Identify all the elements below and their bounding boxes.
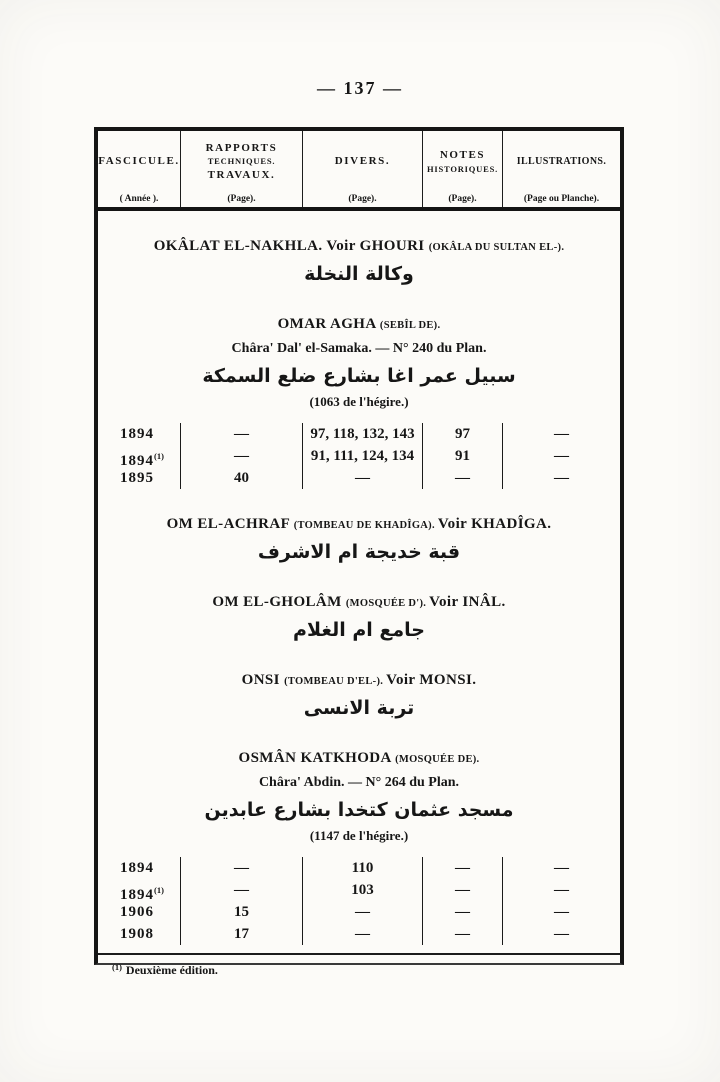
value-column-3	[422, 857, 502, 945]
table-body	[98, 235, 620, 945]
entry-address: Châra' Dal' el-Samaka. — N° 240 du Plan.	[231, 341, 487, 356]
year-column	[98, 857, 180, 945]
column-header-divers	[302, 131, 422, 207]
column-header-illustrations	[502, 131, 620, 207]
year-cell: 1908	[120, 926, 154, 942]
column-header-rapports-techniques-travaux	[180, 131, 302, 207]
value-cell: —	[355, 904, 370, 920]
value-cell: 17	[234, 926, 249, 942]
value-cell: —	[355, 926, 370, 942]
value-cell: 97	[455, 426, 470, 442]
header-title-lines	[98, 154, 180, 169]
year-cell: 1894	[120, 860, 154, 876]
value-cell: —	[234, 860, 249, 876]
entry-om-el-achraf	[98, 513, 620, 567]
entry-onsi	[98, 669, 620, 723]
footnote	[98, 955, 620, 978]
year-cell: 1894$^{(1)}$	[120, 451, 164, 469]
heading-segment: OM EL-ACHRAF	[166, 516, 294, 532]
entry-arabic-name: تربة الانسى	[303, 697, 415, 719]
header-title-lines	[335, 154, 391, 169]
header-subtitle: ( Année ).	[119, 194, 159, 204]
page-number: — 137 —	[317, 78, 403, 98]
header-line: NOTES	[439, 149, 486, 162]
year-cell: 1894$^{(1)}$	[120, 885, 164, 903]
entry-heading	[98, 591, 620, 615]
header-subtitle: (Page).	[448, 194, 477, 204]
value-cell: —	[554, 882, 569, 898]
header-line: HISTORIQUES.	[426, 163, 499, 174]
value-cell: —	[455, 882, 470, 898]
entry-heading	[98, 235, 620, 259]
heading-segment: (MOSQUÉE D').	[345, 598, 430, 609]
year-cell: 1895	[120, 470, 154, 486]
value-cell: —	[234, 448, 249, 464]
value-cell: —	[234, 426, 249, 442]
entry-heading	[98, 747, 620, 771]
heading-segment: OSMÂN KATKHODA	[238, 750, 396, 766]
value-cell: 91	[455, 448, 470, 464]
entry-hegira-date: (1147 de l'hégire.)	[309, 828, 409, 843]
index-table-frame	[94, 127, 624, 977]
header-line: DIVERS.	[334, 155, 391, 168]
value-column-4	[502, 423, 620, 489]
heading-segment: ONSI	[241, 672, 285, 688]
edition-superscript: (1)	[154, 451, 164, 461]
value-cell: 15	[234, 904, 249, 920]
value-column-2	[302, 857, 422, 945]
heading-segment: OMAR AGHA	[277, 316, 380, 332]
value-cell: 103	[351, 882, 374, 898]
entry-arabic-name: جامع ام الغلام	[293, 619, 425, 641]
heading-segment: (MOSQUÉE DE).	[395, 754, 480, 765]
entry-arabic-name: وكالة النخلة	[304, 263, 414, 285]
header-subtitle: (Page).	[348, 194, 377, 204]
year-column	[98, 423, 180, 489]
footnote-text: Deuxième édition.	[125, 963, 218, 977]
value-cell: —	[455, 860, 470, 876]
value-column-1	[180, 857, 302, 945]
heading-segment: (TOMBEAU DE KHADÎGA).	[293, 520, 438, 531]
entry-omar-agha	[98, 313, 620, 489]
table-header-row	[98, 131, 620, 211]
entry-arabic-name: سبيل عمر اغا بشارع ضلع السمكة	[202, 365, 516, 387]
data-rows-omar-agha	[98, 423, 620, 489]
entry-heading	[98, 669, 620, 693]
value-column-2	[302, 423, 422, 489]
header-line: ILLUSTRATIONS.	[516, 156, 607, 167]
heading-segment: Voir MONSI.	[386, 672, 477, 688]
header-subtitle: (Page ou Planche).	[523, 194, 600, 204]
value-cell: 40	[234, 470, 249, 486]
heading-segment: Voir INÂL.	[429, 594, 506, 610]
heading-segment: Voir KHADÎGA.	[437, 516, 552, 532]
value-cell: 91, 111, 124, 134	[310, 448, 415, 464]
heading-segment: OKÂLAT EL-NAKHLA. Voir GHOURI	[153, 238, 429, 254]
entry-address: Châra' Abdin. — N° 264 du Plan.	[258, 775, 460, 790]
header-line: TRAVAUX.	[207, 168, 276, 181]
value-cell: 97, 118, 132, 143	[310, 426, 415, 442]
value-cell: —	[455, 904, 470, 920]
data-rows-osman-katkhoda	[98, 857, 620, 945]
heading-segment: (TOMBEAU D'EL-).	[284, 676, 387, 687]
entry-heading	[98, 313, 620, 337]
value-cell: —	[455, 926, 470, 942]
value-cell: —	[554, 426, 569, 442]
value-cell: —	[455, 470, 470, 486]
header-line: RAPPORTS	[205, 141, 278, 154]
header-line: FASCICULE.	[98, 155, 180, 168]
value-cell: —	[554, 448, 569, 464]
value-column-3	[422, 423, 502, 489]
header-title-lines	[206, 141, 278, 184]
entry-heading	[98, 513, 620, 537]
entry-osman-katkhoda	[98, 747, 620, 945]
header-subtitle: (Page).	[227, 194, 256, 204]
value-cell: —	[554, 860, 569, 876]
year-cell: 1906	[120, 904, 154, 920]
heading-segment: (OKÂLA DU SULTAN EL-).	[428, 242, 565, 253]
value-cell: —	[554, 470, 569, 486]
value-column-4	[502, 857, 620, 945]
entry-om-el-gholam	[98, 591, 620, 645]
year-cell: 1894	[120, 426, 154, 442]
value-cell: 110	[351, 860, 374, 876]
header-title-lines	[427, 148, 498, 175]
entry-hegira-date: (1063 de l'hégire.)	[309, 394, 409, 409]
footnote-marker: (1)	[112, 962, 122, 972]
entry-arabic-name: مسجد عثمان كتخدا بشارع عابدين	[204, 799, 514, 821]
header-title-lines	[517, 155, 607, 169]
header-line: TECHNIQUES.	[207, 156, 276, 167]
heading-segment: OM EL-GHOLÂM	[212, 594, 346, 610]
column-header-fascicule	[98, 131, 180, 207]
value-cell: —	[554, 904, 569, 920]
value-cell: —	[554, 926, 569, 942]
entry-okalat-el-nakhla	[98, 235, 620, 289]
value-cell: —	[355, 470, 370, 486]
heading-segment: (SEBÎL DE).	[379, 320, 441, 331]
entry-arabic-name: قبة خديجة ام الاشرف	[257, 541, 461, 563]
edition-superscript: (1)	[154, 885, 164, 895]
column-header-notes-historiques	[422, 131, 502, 207]
value-column-1	[180, 423, 302, 489]
value-cell: —	[234, 882, 249, 898]
